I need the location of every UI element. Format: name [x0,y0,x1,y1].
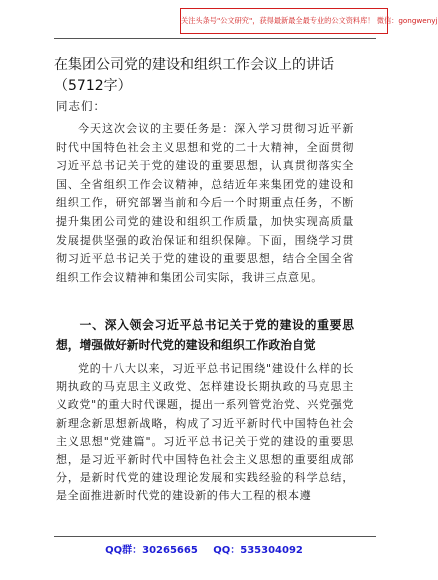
paragraph-intro: 今天这次会议的主要任务是：深入学习贯彻习近平新时代中国特色社会主义思想和党的二十大精神，全面贯彻习近平总书记关于党的建设的重要思想，认真贯彻落实全国、全省组织工作会议精神，总结近年来集团党的建设和组织工作，研究部署当前和今后一个时期重点任务，不断提升集团公司党的建设和组织工作质量，加快实现高质量发展提供坚强的政治保证和组织保障。下面，围绕学习贯彻习近平总书记关于党的建设的重要思想，结合全国全省组织工作会议精神和集团公司实际，我讲三点意见。 [56,122,354,284]
qq-text: QQ：535304092 [213,545,303,556]
promo-banner: 关注头条号"公文研究"，获得最新最全最专业的公文资料库！ 微信：gongwenyj [180,8,388,34]
salutation: 同志们： [56,99,106,113]
footer-contact [0,541,408,556]
paragraph-section-1: 党的十八大以来，习近平总书记围绕"建设什么样的长期执政的马克思主义政党、怎样建设长期执政的马克思主义政党"的重大时代课题，提出一系列管党治党、兴党强党新理念新思想新战略，构成了习近平新时代中国特色社会主义思想"党建篇"。习近平总书记关于党的建设的重要思想，是习近平新时代中国特色社会主义思想的重要组成部分，是新时代党的建设理论发展和实践经验的科学总结，是全面推进新时代党的建设新的伟大工程的根本遵 [56,362,354,503]
header-divider [54,38,376,39]
qq-group-text: QQ群：30265665 [105,545,198,556]
section-heading-1: 一、深入领会习近平总书记关于党的建设的重要思想，增强做好新时代党的建设和组织工作政治自觉 [56,318,354,352]
document-title: 在集团公司党的建设和组织工作会议上的讲话（5712字） [54,57,334,94]
footer-divider [54,536,376,537]
